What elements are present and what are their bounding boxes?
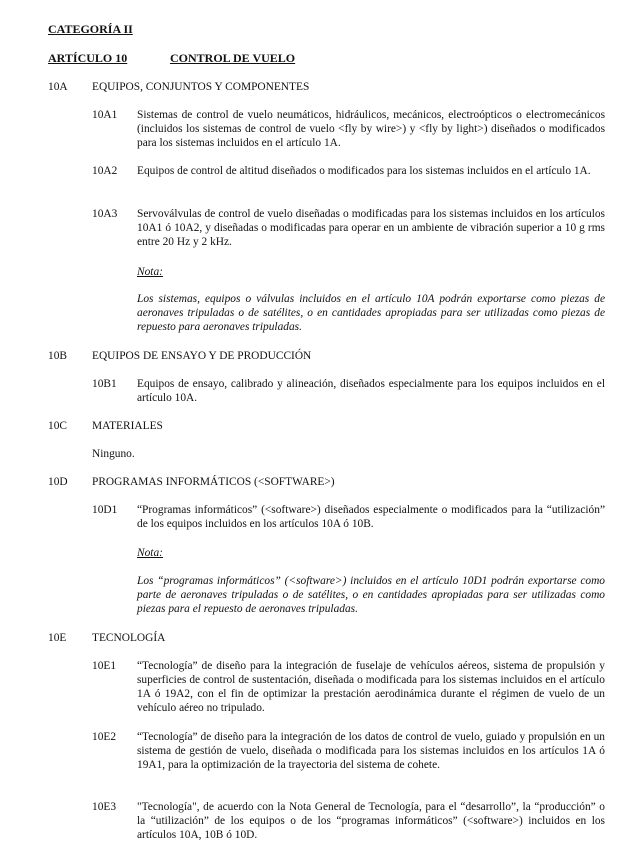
item-text-10a2: Equipos de control de altitud diseñados o modificados para los sistemas incluidos en el artículo 1A. (137, 165, 591, 177)
section-code-10b: 10B (48, 350, 67, 362)
item-text-10e2: “Tecnología” de diseño para la integración de los datos de control de vuelo, guiado y propulsión en un sistema de gestión de vuelo, diseñada o modificada para los sistemas incluidos en los artículos 1A ó 19A1, para la optimización de la trayectoria del sistema de cohete. (137, 731, 605, 771)
item-code-10e1: 10E1 (92, 660, 117, 672)
section-title-10e: TECNOLOGÍA (92, 632, 166, 644)
article-title: CONTROL DE VUELO (170, 51, 296, 65)
section-title-10a: EQUIPOS, CONJUNTOS Y COMPONENTES (92, 81, 310, 93)
item-text-10a3: Servoválvulas de control de vuelo diseñadas o modificadas para los sistemas incluidos en los artículos 10A1 ó 10A2, y diseñadas o modificadas para operar en un ambiente de vibración superior a 10 g rms entre 20 Hz y 2 kHz. (137, 208, 605, 248)
item-code-10b1: 10B1 (92, 378, 117, 390)
category-heading: CATEGORÍA II (48, 22, 133, 36)
note-text-10a: Los sistemas, equipos o válvulas incluidos en el artículo 10A podrán exportarse como piezas de aeronaves tripuladas o de satélites, o en cantidades apropiadas para ser utilizadas como piezas de repuesto para aeronaves tripuladas. (137, 293, 605, 333)
item-code-10e3: 10E3 (92, 801, 117, 813)
item-text-10e3: "Tecnología", de acuerdo con la Nota General de Tecnología, para el “desarrollo”, la “producción” o la “utilización” de los equipos o de los “programas informáticos” (<software>) incluidos en los artículos 10A, 10B ó 10D. (137, 801, 605, 841)
note-text-10d: Los “programas informáticos” (<software>) incluidos en el artículo 10D1 podrán exportarse como parte de aeronaves tripuladas o de satélites, o en cantidades apropiadas para ser utilizadas como piezas para el repuesto de aeronaves tripuladas. (137, 575, 605, 615)
item-text-10a1: Sistemas de control de vuelo neumáticos, hidráulicos, mecánicos, electroópticos o electromecánicos (incluidos los sistemas de control de vuelo <fly by wire>) y <fly by light>) diseñados o modificados para los sistemas incluidos en el artículo 1A. (137, 109, 605, 149)
article-number: ARTÍCULO 10 (48, 51, 128, 65)
note-label-10a: Nota: (137, 266, 163, 278)
section-title-10b: EQUIPOS DE ENSAYO Y DE PRODUCCIÓN (92, 350, 312, 362)
section-code-10a: 10A (48, 81, 68, 93)
item-code-10a1: 10A1 (92, 109, 118, 121)
item-code-10a3: 10A3 (92, 208, 118, 220)
item-text-10d1: “Programas informáticos” (<software>) diseñados especialmente o modificados para la “utilización” de los equipos incluidos en los artículos 10A ó 10B. (137, 504, 605, 530)
section-code-10e: 10E (48, 632, 67, 644)
item-text-10e1: “Tecnología” de diseño para la integración de fuselaje de vehículos aéreos, sistema de propulsión y superficies de control de sustentación, diseñada o modificada para los sistemas incluidos en el artículo 1A ó 19A2, con el fin de optimizar la prestación aerodinámica durante el régimen de vuelo de un vehículo aéreo no tripulado. (137, 660, 605, 714)
item-code-10e2: 10E2 (92, 731, 117, 743)
section-code-10c: 10C (48, 420, 67, 432)
note-label-10d: Nota: (137, 547, 163, 559)
section-title-10d: PROGRAMAS INFORMÁTICOS (<SOFTWARE>) (92, 476, 335, 488)
section-code-10d: 10D (48, 476, 68, 488)
item-code-10d1: 10D1 (92, 504, 118, 516)
item-code-10a2: 10A2 (92, 165, 118, 177)
section-title-10c: MATERIALES (92, 420, 163, 432)
materials-none-text: Ninguno. (92, 448, 135, 460)
item-text-10b1: Equipos de ensayo, calibrado y alineación, diseñados especialmente para los equipos incluidos en el artículo 10A. (137, 378, 605, 404)
